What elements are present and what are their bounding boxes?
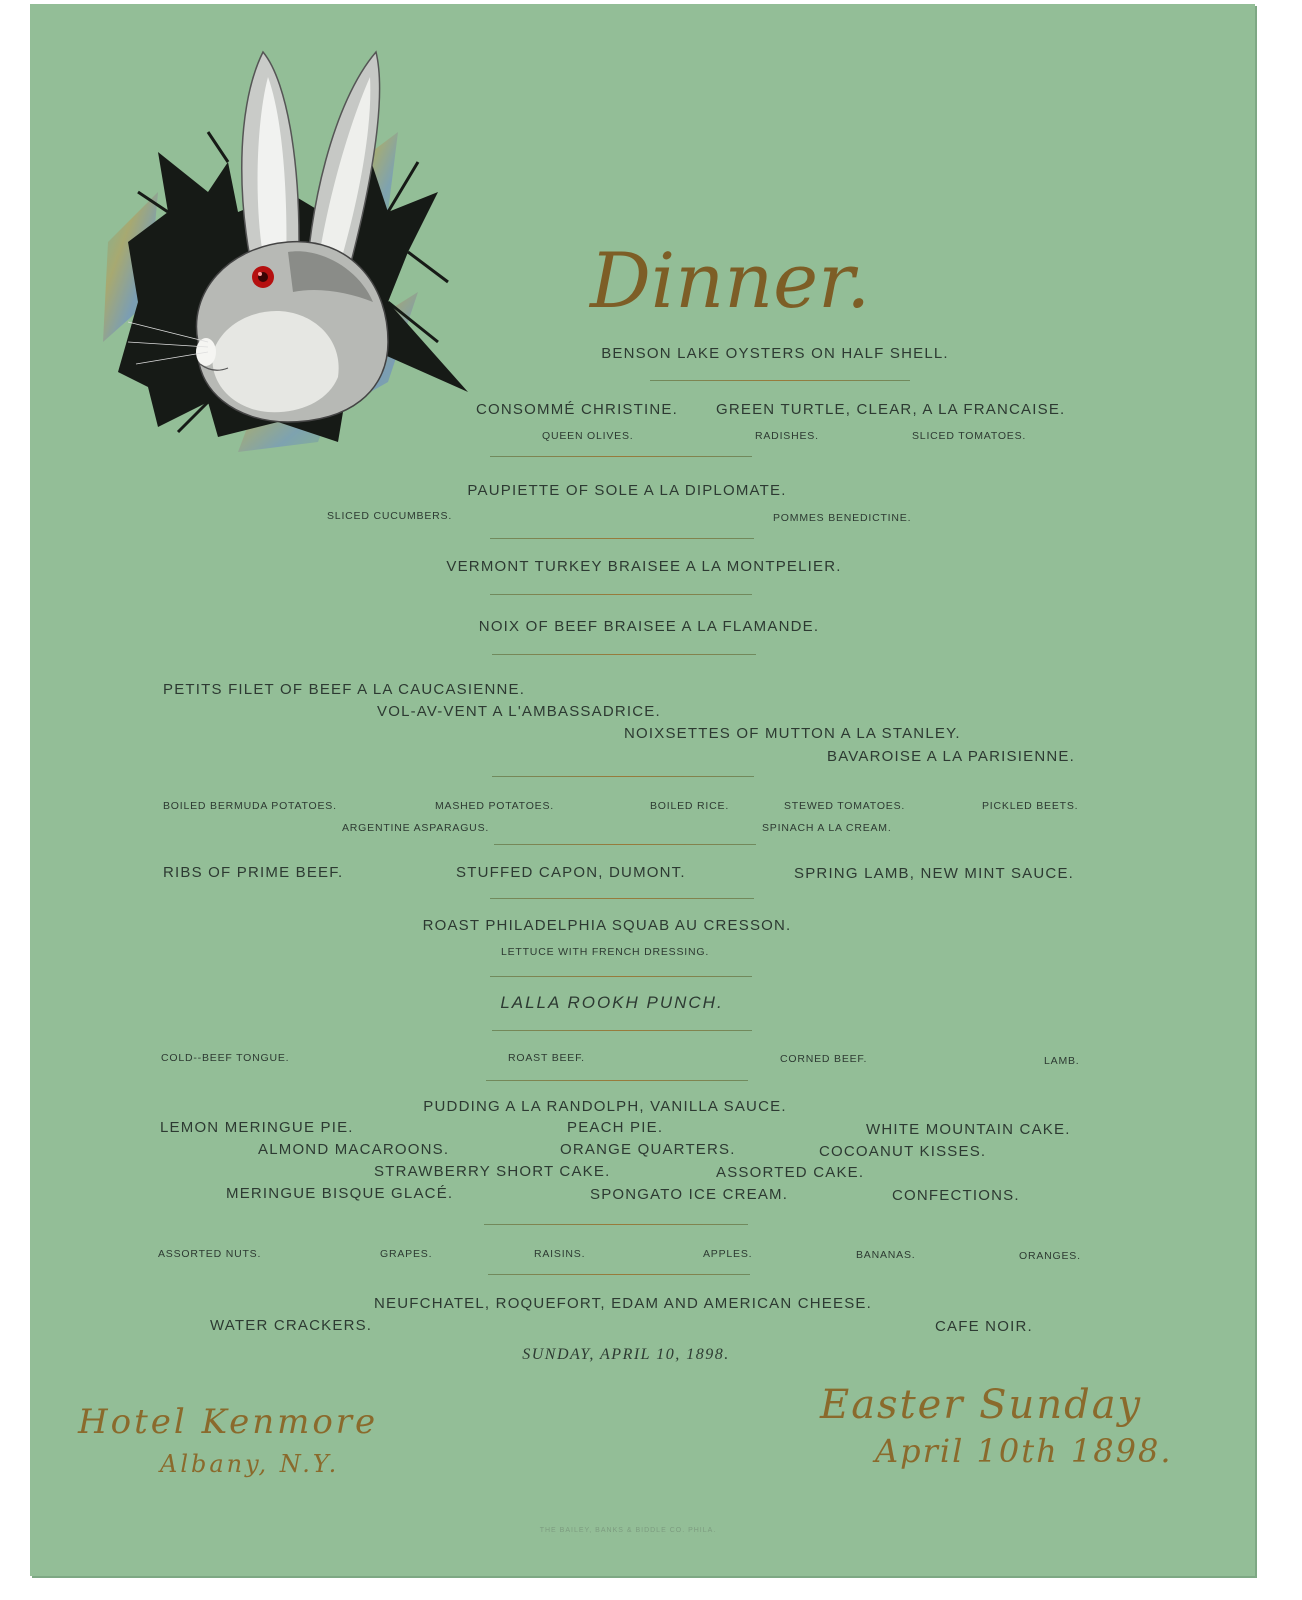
divider <box>492 1030 752 1031</box>
course-entree: PETITS FILET OF BEEF A LA CAUCASIENNE. <box>163 681 526 698</box>
side-item: LETTUCE WITH FRENCH DRESSING. <box>500 946 710 958</box>
course-roast: SPRING LAMB, NEW MINT SAUCE. <box>794 865 1075 882</box>
hotel-name: Hotel Kenmore <box>78 1402 379 1442</box>
divider <box>490 898 754 899</box>
date-line: SUNDAY, APRIL 10, 1898. <box>522 1346 730 1363</box>
course-fish: PAUPIETTE OF SOLE A LA DIPLOMATE. <box>467 482 787 499</box>
side-item: ROAST BEEF. <box>508 1052 585 1064</box>
side-item: RADISHES. <box>755 430 819 442</box>
side-item: MASHED POTATOES. <box>435 800 554 812</box>
side-item: APPLES. <box>703 1248 753 1260</box>
dessert-item: WHITE MOUNTAIN CAKE. <box>866 1121 1071 1138</box>
side-item: QUEEN OLIVES. <box>542 430 634 442</box>
side-item: SPINACH A LA CREAM. <box>762 822 892 834</box>
occasion-title: Easter Sunday <box>820 1382 1143 1428</box>
side-item: WATER CRACKERS. <box>210 1317 373 1334</box>
divider <box>488 1274 750 1275</box>
course-roast: RIBS OF PRIME BEEF. <box>163 864 344 881</box>
divider <box>492 776 754 777</box>
dessert-item: ALMOND MACAROONS. <box>258 1141 450 1158</box>
side-item: LAMB. <box>1044 1055 1080 1067</box>
printer-imprint: THE BAILEY, BANKS & BIDDLE CO. PHILA. <box>539 1527 717 1534</box>
course-squab: ROAST PHILADELPHIA SQUAB AU CRESSON. <box>422 917 792 934</box>
dessert-item: PEACH PIE. <box>567 1119 664 1136</box>
divider <box>490 538 754 539</box>
dessert-item: ORANGE QUARTERS. <box>560 1141 736 1158</box>
course-roast: STUFFED CAPON, DUMONT. <box>456 864 686 881</box>
course-soup-1: CONSOMMÉ CHRISTINE. <box>476 401 678 418</box>
dessert-item: STRAWBERRY SHORT CAKE. <box>374 1163 611 1180</box>
divider <box>486 1080 748 1081</box>
dessert-item: ASSORTED CAKE. <box>716 1164 865 1181</box>
side-item: COLD--BEEF TONGUE. <box>161 1052 290 1064</box>
side-item: SLICED TOMATOES. <box>912 430 1027 442</box>
dessert-item: SPONGATO ICE CREAM. <box>590 1186 789 1203</box>
divider <box>490 456 752 457</box>
side-item: CAFE NOIR. <box>935 1318 1033 1335</box>
side-item: PICKLED BEETS. <box>982 800 1079 812</box>
course-punch: LALLA ROOKH PUNCH. <box>500 993 724 1012</box>
course-turkey: VERMONT TURKEY BRAISEE A LA MONTPELIER. <box>446 558 842 575</box>
rabbit-illustration <box>88 42 478 462</box>
side-item: STEWED TOMATOES. <box>784 800 906 812</box>
menu-card <box>30 4 1255 1576</box>
dessert-item: LEMON MERINGUE PIE. <box>160 1119 354 1136</box>
side-item: BANANAS. <box>856 1249 916 1261</box>
side-item: BOILED BERMUDA POTATOES. <box>163 800 337 812</box>
course-entree: NOIXSETTES OF MUTTON A LA STANLEY. <box>624 725 961 742</box>
side-item: RAISINS. <box>534 1248 586 1260</box>
dessert-item: COCOANUT KISSES. <box>819 1143 987 1160</box>
course-dessert: PUDDING A LA RANDOLPH, VANILLA SAUCE. <box>423 1098 787 1115</box>
divider <box>650 380 910 381</box>
side-item: ASSORTED NUTS. <box>158 1248 262 1260</box>
divider <box>494 844 756 845</box>
divider <box>492 654 756 655</box>
course-cheese: NEUFCHATEL, ROQUEFORT, EDAM AND AMERICAN CHEESE. <box>374 1295 872 1312</box>
divider <box>490 976 752 977</box>
hotel-city: Albany, N.Y. <box>160 1450 340 1478</box>
divider <box>484 1224 748 1225</box>
menu-title: Dinner. <box>590 236 871 325</box>
divider <box>490 594 752 595</box>
dessert-item: MERINGUE BISQUE GLACÉ. <box>226 1185 454 1202</box>
dessert-item: CONFECTIONS. <box>892 1187 1020 1204</box>
occasion-date: April 10th 1898. <box>875 1432 1173 1470</box>
side-item: ORANGES. <box>1019 1250 1081 1262</box>
course-soup-2: GREEN TURTLE, CLEAR, A LA FRANCAISE. <box>716 401 1066 418</box>
side-item: POMMES BENEDICTINE. <box>773 512 912 524</box>
side-item: BOILED RICE. <box>650 800 730 812</box>
course-entree: BAVAROISE A LA PARISIENNE. <box>827 748 1075 765</box>
side-item: CORNED BEEF. <box>780 1053 868 1065</box>
course-beef: NOIX OF BEEF BRAISEE A LA FLAMANDE. <box>478 618 820 635</box>
course-entree: VOL-AV-VENT A L'AMBASSADRICE. <box>377 703 661 720</box>
course-oysters: BENSON LAKE OYSTERS ON HALF SHELL. <box>601 345 949 362</box>
side-item: GRAPES. <box>380 1248 433 1260</box>
side-item: ARGENTINE ASPARAGUS. <box>342 822 490 834</box>
side-item: SLICED CUCUMBERS. <box>327 510 453 522</box>
